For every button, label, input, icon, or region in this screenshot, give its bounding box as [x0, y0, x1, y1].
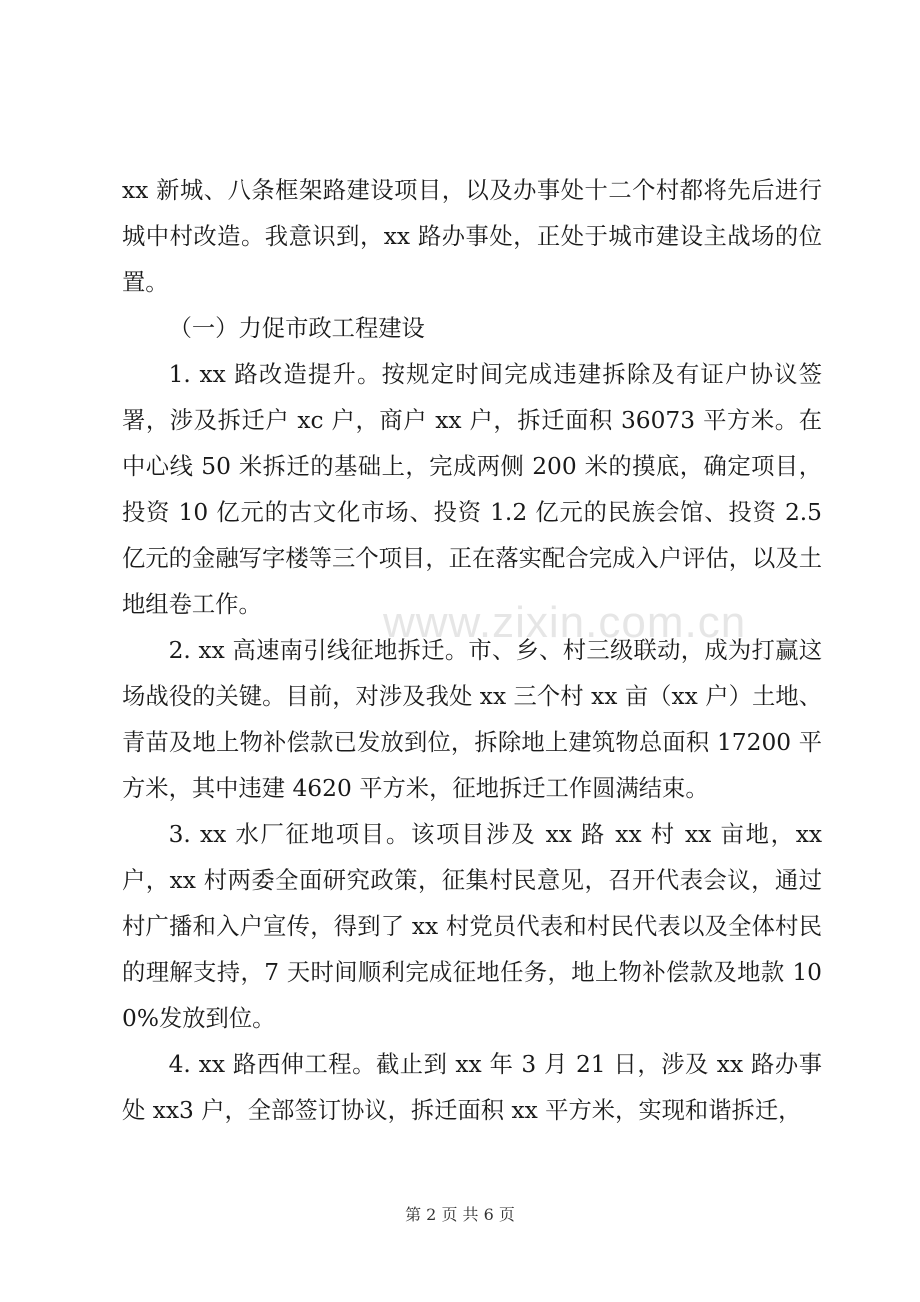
paragraph-item-4: 4. xx 路西伸工程。截止到 xx 年 3 月 21 日，涉及 xx 路办事处 xx3 户，全部签订协议，拆迁面积 xx 平方米，实现和谐拆迁， [122, 1051, 822, 1124]
page-footer: 第 2 页 共 6 页 [405, 1205, 515, 1224]
paragraph-item-2: 2. xx 高速南引线征地拆迁。市、乡、村三级联动，成为打赢这场战役的关键。目前，对涉及我处 xx 三个村 xx 亩（xx 户）土地、青苗及地上物补偿款已发放到位，拆除地上建筑物总面积 17200 平方米，其中违建 4620 平方米，征地拆迁工作圆满结束。 [122, 637, 822, 802]
site-watermark: www.zixin.com.cn [383, 598, 747, 647]
document-body [122, 168, 822, 1134]
paragraph-item-1: 1. xx 路改造提升。按规定时间完成违建拆除及有证户协议签署，涉及拆迁户 xc 户，商户 xx 户，拆迁面积 36073 平方米。在中心线 50 米拆迁的基础上，完成两侧 200 米的摸底，确定项目，投资 10 亿元的古文化市场、投资 1.2 亿元的民族会馆、投资 2.5 亿元的金融写字楼等三个项目，正在落实配合完成入户评估，以及土地组卷工作。 [122, 361, 822, 618]
paragraph-item-3: 3. xx 水厂征地项目。该项目涉及 xx 路 xx 村 xx 亩地，xx 户，xx 村两委全面研究政策，征集村民意见，召开代表会议，通过村广播和入户宣传，得到了 xx 村党员代表和村民代表以及全体村民的理解支持，7 天时间顺利完成征地任务，地上物补偿款及地款 100%发放到位。 [122, 821, 822, 1032]
section-heading: （一）力促市政工程建设 [168, 315, 425, 342]
paragraph-intro-continuation: xx 新城、八条框架路建设项目，以及办事处十二个村都将先后进行城中村改造。我意识到，xx 路办事处，正处于城市建设主战场的位置。 [122, 177, 822, 296]
